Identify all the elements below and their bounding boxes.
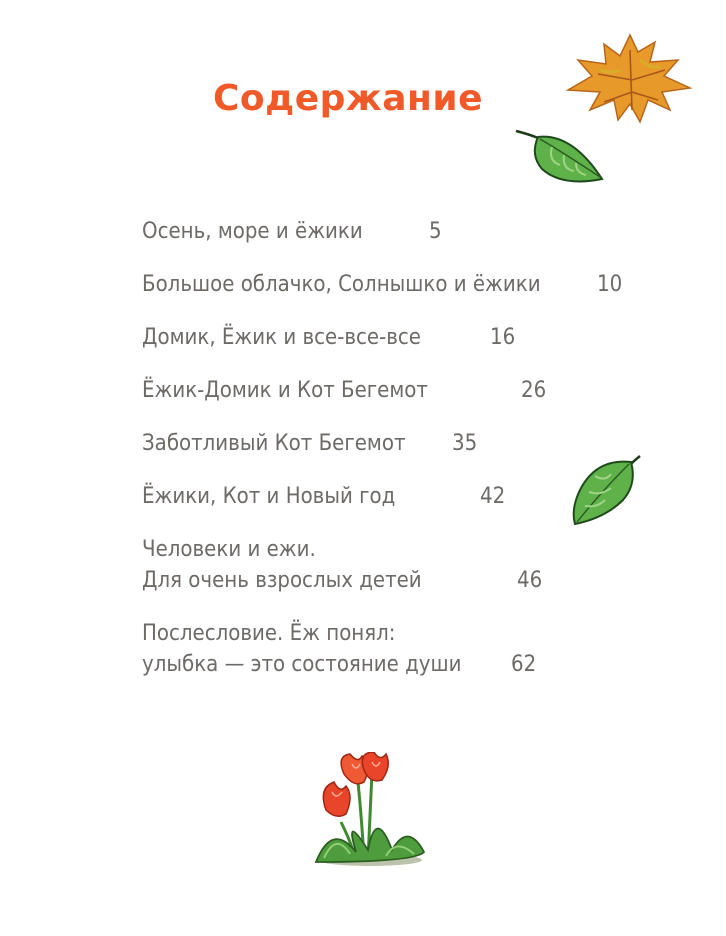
toc-entry-title: Послесловие. Ёж понял: xyxy=(142,621,396,646)
toc-entry-title: Для очень взрослых детей xyxy=(142,568,422,593)
toc-entry-title: Заботливый Кот Бегемот xyxy=(142,431,406,456)
toc-entry-page: 62 xyxy=(511,652,537,677)
toc-entry-title: Человеки и ежи. xyxy=(142,537,316,562)
toc-entry-title: улыбка — это состояние души xyxy=(142,652,462,677)
toc-entry-page: 26 xyxy=(521,378,547,403)
toc-entry-page: 10 xyxy=(597,272,623,297)
toc-entry-page: 5 xyxy=(429,219,442,244)
page-title: Содержание xyxy=(213,78,484,119)
toc-entry-title: Домик, Ёжик и все-все-все xyxy=(142,325,421,350)
toc-entry-title: Осень, море и ёжики xyxy=(142,219,363,244)
toc-entry-title: Ёжики, Кот и Новый год xyxy=(142,484,396,509)
toc-entry-page: 46 xyxy=(517,568,543,593)
toc-entry-page: 42 xyxy=(480,484,506,509)
toc-entry-title: Большое облачко, Солнышко и ёжики xyxy=(142,272,541,297)
toc-entry-page: 35 xyxy=(452,431,478,456)
toc-entry-title: Ёжик-Домик и Кот Бегемот xyxy=(142,378,428,403)
toc-entry-page: 16 xyxy=(490,325,516,350)
